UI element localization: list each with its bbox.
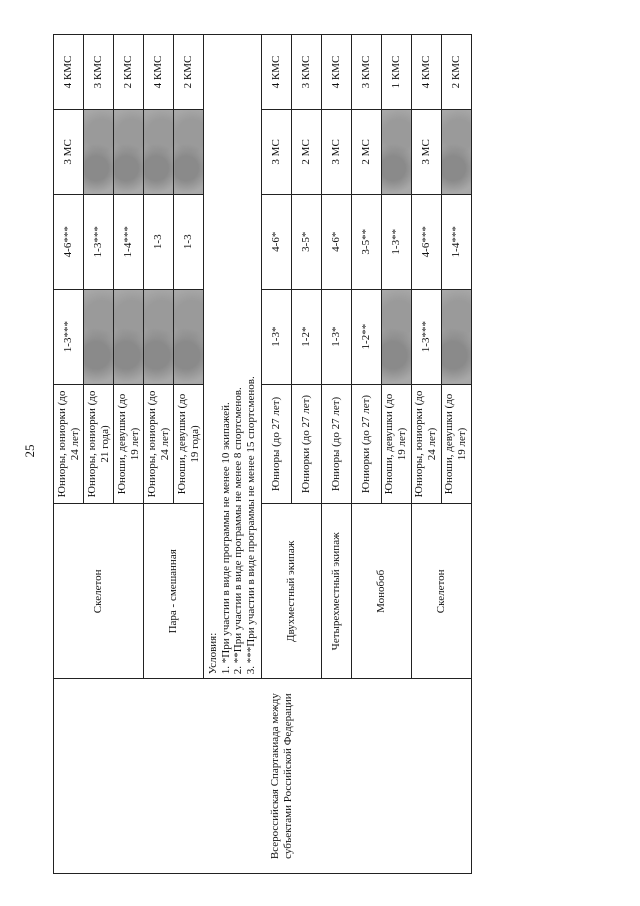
place-cell: 1-3 bbox=[174, 194, 204, 289]
discipline-cell: Двухместный экипаж bbox=[261, 504, 321, 679]
ranking-table bbox=[53, 34, 472, 874]
rank-cell bbox=[441, 109, 471, 194]
place-cell: 1-4*** bbox=[441, 194, 471, 289]
place-cell: 1-3*** bbox=[411, 289, 441, 384]
condition-1: 1. *При участии в виде программы не менее 10 экипажей. bbox=[219, 402, 232, 675]
rank-cell: 3 КМС bbox=[84, 35, 114, 110]
discipline-cell: Монобоб bbox=[351, 504, 411, 679]
table-row bbox=[261, 35, 291, 874]
discipline-cell: Четырехместный экипаж bbox=[321, 504, 351, 679]
lower-section bbox=[261, 35, 471, 874]
place-cell: 1-3*** bbox=[54, 289, 84, 384]
group-cell: Юниорки (до 27 лет) bbox=[291, 384, 321, 504]
group-cell: Юниоры, юниорки (до 24 лет) bbox=[54, 384, 84, 504]
place-cell: 3-5* bbox=[291, 194, 321, 289]
rank-cell: 2 КМС bbox=[114, 35, 144, 110]
rank-cell bbox=[381, 109, 411, 194]
place-cell bbox=[84, 289, 114, 384]
place-cell bbox=[144, 289, 174, 384]
group-cell: Юноши, девушки (до 19 года) bbox=[174, 384, 204, 504]
place-cell: 1-2** bbox=[351, 289, 381, 384]
rank-cell: 4 КМС bbox=[144, 35, 174, 110]
event-cell-upper bbox=[204, 679, 262, 874]
place-cell bbox=[381, 289, 411, 384]
place-cell: 4-6*** bbox=[54, 194, 84, 289]
rotated-table-container bbox=[53, 34, 469, 874]
discipline-cell: Пара - смешанная bbox=[144, 504, 204, 679]
place-cell: 4-6* bbox=[321, 194, 351, 289]
place-cell: 4-6* bbox=[261, 194, 291, 289]
place-cell: 1-4*** bbox=[114, 194, 144, 289]
group-cell: Юниоры (до 27 лет) bbox=[321, 384, 351, 504]
rank-cell: 2 МС bbox=[291, 109, 321, 194]
page-number: 25 bbox=[22, 444, 37, 458]
discipline-cell: Скелетон bbox=[54, 504, 144, 679]
condition-2: 2. **При участии в виде программы не менее 8 спортсменов. bbox=[232, 387, 245, 675]
event-cell-empty bbox=[54, 679, 204, 874]
rank-cell: 4 КМС bbox=[261, 35, 291, 110]
place-cell: 1-3* bbox=[261, 289, 291, 384]
rank-cell: 3 МС bbox=[261, 109, 291, 194]
rank-cell: 3 МС bbox=[54, 109, 84, 194]
group-cell: Юниоры, юниорки (до 24 лет) bbox=[411, 384, 441, 504]
conditions-title: Условия: bbox=[207, 632, 219, 675]
rank-cell bbox=[84, 109, 114, 194]
event-cell: Всероссийская Спартакиада между субъектами Российской Федерации bbox=[261, 679, 471, 874]
rank-cell: 2 МС bbox=[351, 109, 381, 194]
group-cell: Юноши, девушки (до 19 лет) bbox=[114, 384, 144, 504]
group-cell: Юниоры, юниорки (до 24 лет) bbox=[144, 384, 174, 504]
rank-cell: 4 КМС bbox=[54, 35, 84, 110]
place-cell bbox=[441, 289, 471, 384]
conditions-section bbox=[204, 35, 262, 874]
place-cell: 1-2* bbox=[291, 289, 321, 384]
place-cell: 1-3*** bbox=[84, 194, 114, 289]
rank-cell bbox=[144, 109, 174, 194]
rank-cell bbox=[114, 109, 144, 194]
discipline-cell: Скелетон bbox=[411, 504, 471, 679]
place-cell bbox=[174, 289, 204, 384]
condition-3: 3. ***При участии в виде программы не менее 15 спортсменов. bbox=[244, 376, 257, 675]
place-cell: 4-6*** bbox=[411, 194, 441, 289]
group-cell: Юноши, девушки (до 19 лет) bbox=[381, 384, 411, 504]
rank-cell bbox=[174, 109, 204, 194]
rank-cell: 4 КМС bbox=[321, 35, 351, 110]
group-cell: Юниоры, юниорки (до 21 года) bbox=[84, 384, 114, 504]
rank-cell: 1 КМС bbox=[381, 35, 411, 110]
rank-cell: 2 КМС bbox=[441, 35, 471, 110]
place-cell: 1-3* bbox=[321, 289, 351, 384]
rank-cell: 3 МС bbox=[411, 109, 441, 194]
upper-section bbox=[54, 35, 204, 874]
rank-cell: 3 МС bbox=[321, 109, 351, 194]
group-cell: Юноши, девушки (до 19 лет) bbox=[441, 384, 471, 504]
place-cell: 3-5** bbox=[351, 194, 381, 289]
place-cell bbox=[114, 289, 144, 384]
place-cell: 1-3 bbox=[144, 194, 174, 289]
table-row bbox=[54, 35, 84, 874]
group-cell: Юниорки (до 27 лет) bbox=[351, 384, 381, 504]
rank-cell: 3 КМС bbox=[351, 35, 381, 110]
group-cell: Юниоры (до 27 лет) bbox=[261, 384, 291, 504]
place-cell: 1-3** bbox=[381, 194, 411, 289]
rank-cell: 4 КМС bbox=[411, 35, 441, 110]
rank-cell: 2 КМС bbox=[174, 35, 204, 110]
rank-cell: 3 КМС bbox=[291, 35, 321, 110]
